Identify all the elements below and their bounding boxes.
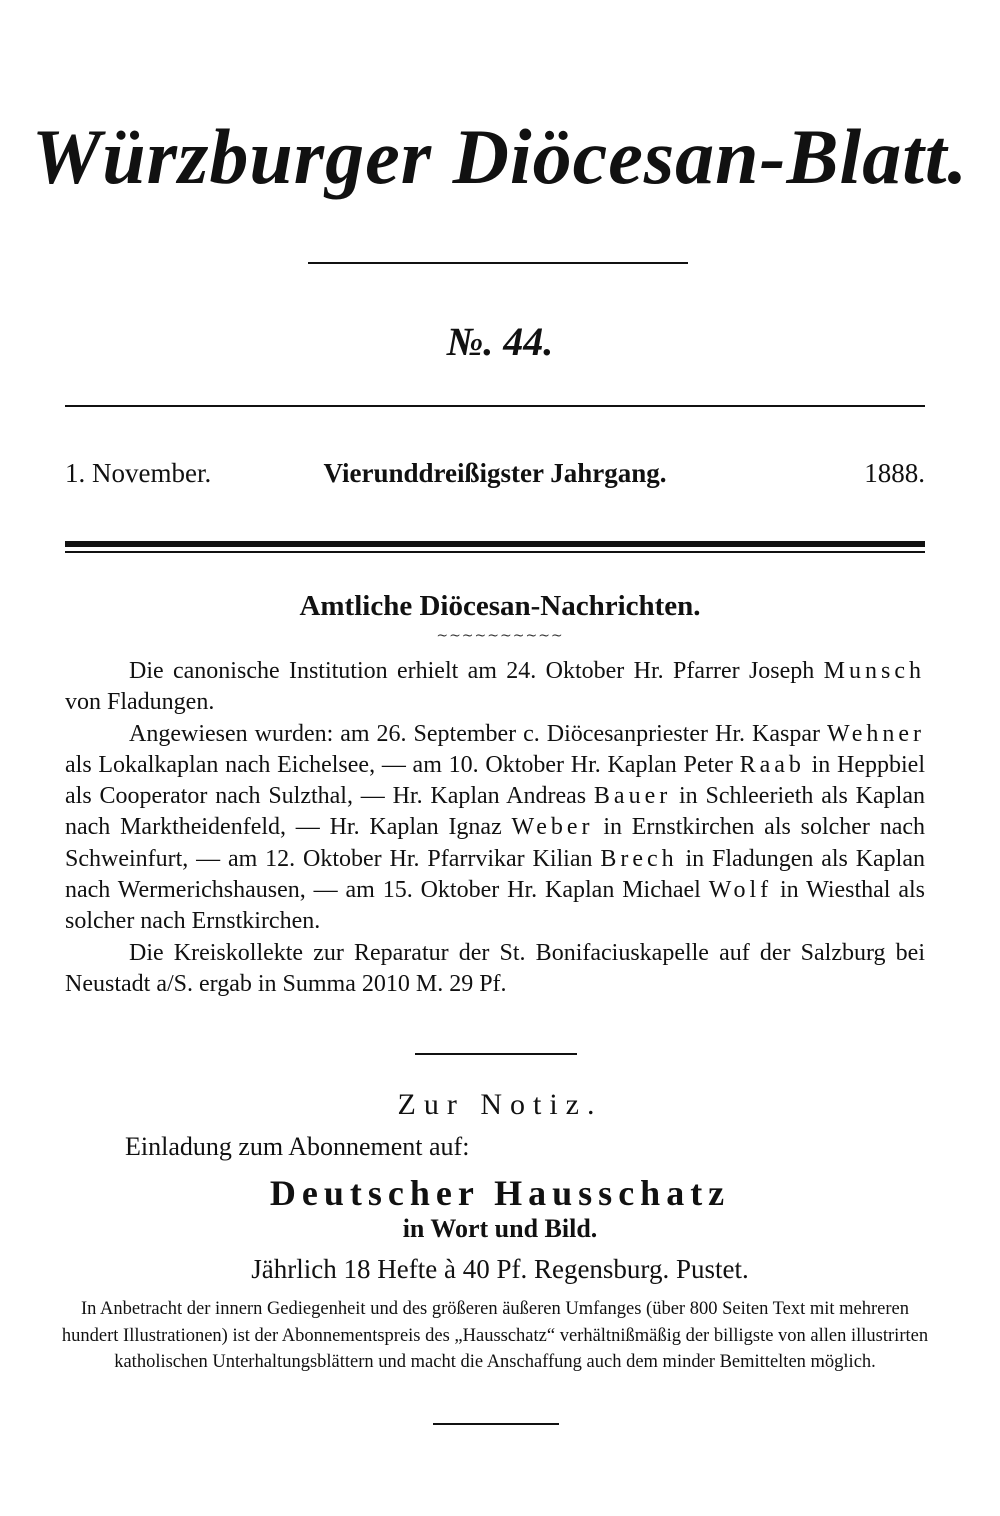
paragraph-institution: Die canonische Institution erhielt am 24. Oktober Hr. Pfarrer Joseph Munsch von Fladungen. <box>65 658 925 716</box>
notice-description: In Anbetracht der innern Gediegenheit und des größeren äußeren Umfanges (über 800 Seiten Text mit mehreren hundert Illustrationen) ist der Abonnementspreis des „Hausschatz“ verhältnißmäßig der billigste von allen illustrirten katholischen Unterhaltungsblättern und macht die Anschaffung auch dem minder Bemittelten möglich. <box>61 1299 929 1372</box>
dateline-bottom-rule-thick <box>65 541 925 547</box>
publication-subtitle: in Wort und Bild. <box>402 1214 598 1243</box>
volume-label: Vierunddreißigster Jahrgang. <box>323 458 667 488</box>
footer-divider <box>433 1423 559 1425</box>
notice-heading: Zur Notiz. <box>397 1088 603 1121</box>
person-name: Bauer <box>593 783 672 810</box>
price-line: Jährlich 18 Hefte à 40 Pf. Regensburg. Pustet. <box>251 1254 749 1284</box>
official-news-body <box>65 656 925 1000</box>
person-name: Munsch <box>823 658 925 684</box>
masthead-rule <box>308 262 688 264</box>
person-name: Weber <box>511 814 594 841</box>
issue-number: №. 44. <box>446 319 554 364</box>
paragraph-collection: Die Kreiskollekte zur Reparatur der St. Bonifaciuskapelle auf der Salzburg bei Neustadt a/S. ergab in Summa 2010 M. 29 Pf. <box>65 939 925 997</box>
dateline-top-rule <box>65 405 925 407</box>
person-name: Raab <box>739 751 805 778</box>
issue-year: 1888. <box>864 458 925 488</box>
paragraph-assignments: Angewiesen wurden: am 26. September c. Diöcesanpriester Hr. Kaspar Wehner als Lokalkaplan nach Eichelsee, — am 10. Oktober Hr. Kaplan Peter Raab in Heppbiel als Cooperator nach Sulzthal, — Hr. Kaplan Andreas Bauer in Schleerieth als Kaplan nach Marktheidenfeld, — Hr. Kaplan Ignaz Weber in Ernstkirchen als solcher nach Schweinfurt, — am 12. Oktober Hr. Pfarrvikar Kilian Brech in Fladungen als Kaplan nach Wermerichshausen, — am 15. Oktober Hr. Kaplan Michael Wolf in Wiesthal als solcher nach Ernstkirchen. <box>65 720 926 935</box>
person-name: Wehner <box>826 720 925 747</box>
official-news-heading: Amtliche Diöcesan-Nachrichten. <box>299 590 701 622</box>
invitation-line: Einladung zum Abonnement auf: <box>125 1132 470 1161</box>
section-divider <box>415 1053 577 1055</box>
masthead-title: Würzburger Diöcesan-Blatt. <box>31 113 969 200</box>
publication-title: Deutscher Hausschatz <box>269 1173 731 1213</box>
dateline-bottom-rule-thin <box>65 551 925 553</box>
person-name: Brech <box>600 845 678 872</box>
issue-date: 1. November. <box>65 458 212 488</box>
person-name: Wolf <box>708 877 773 904</box>
section-ornament: ~~~~~~~~~~ <box>436 628 564 644</box>
